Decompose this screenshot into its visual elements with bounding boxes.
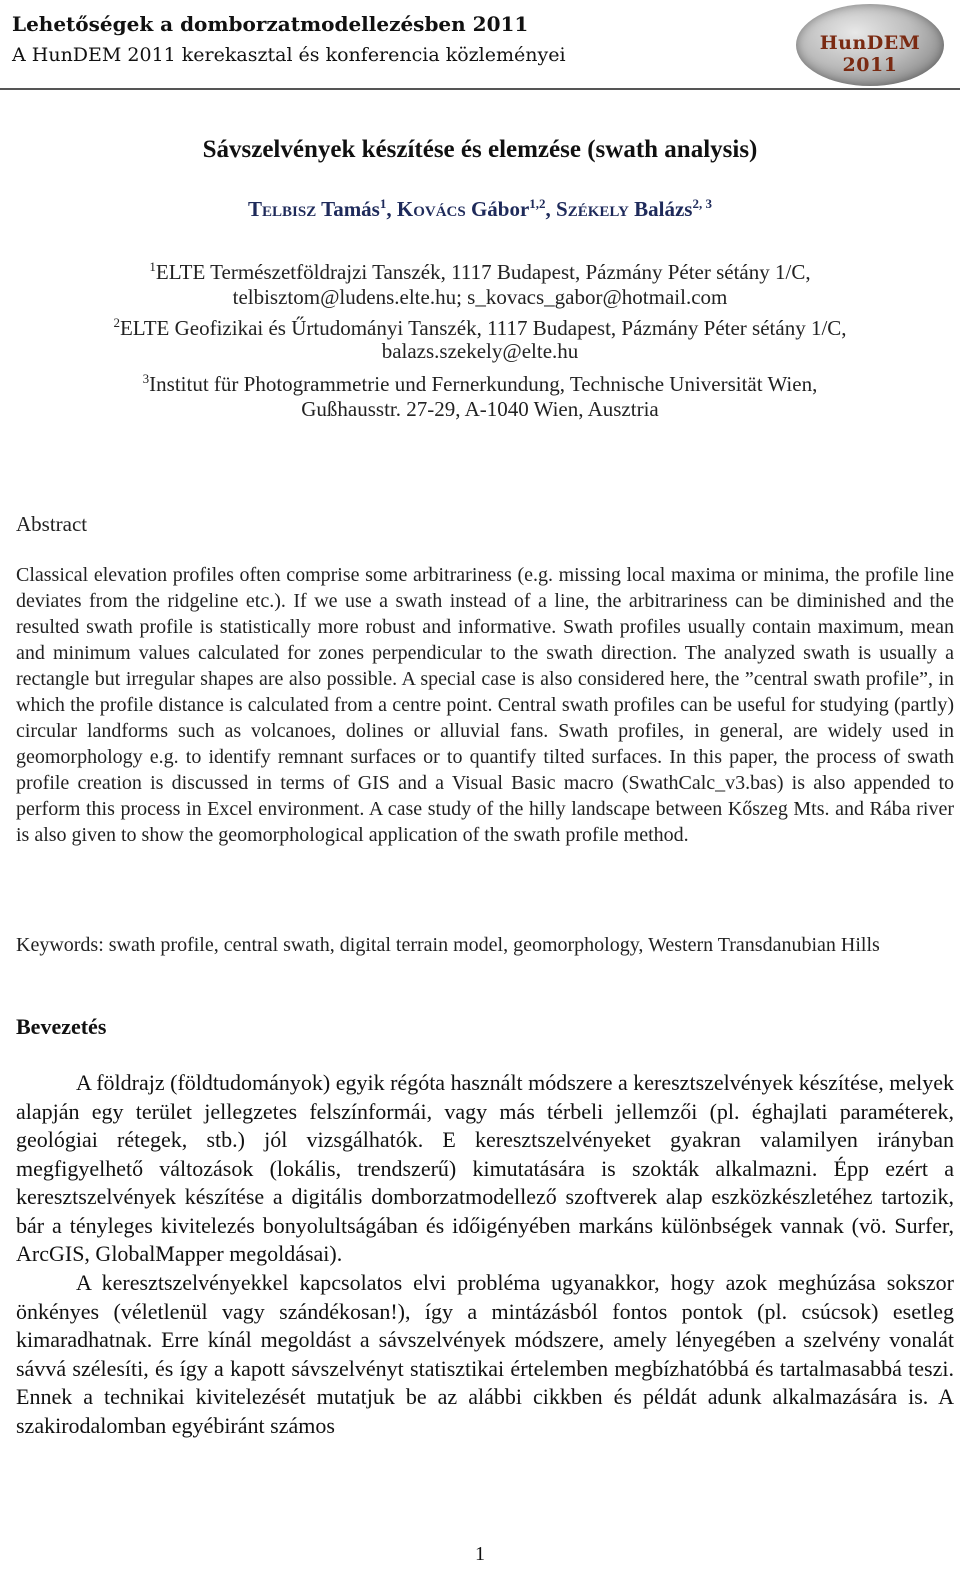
header-subtitle: A HunDEM 2011 kerekasztal és konferencia közleményei xyxy=(12,44,566,66)
affiliation-1-line2: telbisztom@ludens.elte.hu; s_kovacs_gabor@hotmail.com xyxy=(232,285,728,309)
page-number: 1 xyxy=(475,1543,485,1565)
author-list: Telbisz Tamás$^1$, Kovács Gábor$^{1,2}$, Székely Balázs$^{2, 3}$ xyxy=(248,196,712,221)
author-family-name: Székely xyxy=(556,197,629,221)
author-given-name: Gábor xyxy=(470,197,530,221)
abstract-heading: Abstract xyxy=(16,512,88,536)
affiliation-3-line1 xyxy=(0,366,960,397)
affiliation-text: ELTE Természetföldrajzi Tanszék, 1117 Budapest, Pázmány Péter sétány 1/C, xyxy=(155,260,811,284)
affiliation-1-line1 xyxy=(0,254,960,285)
author-affiliation-sup: 1,2 xyxy=(529,196,546,211)
author-given-name: Tamás xyxy=(321,197,380,221)
logo-text: HunDEM 2011 xyxy=(819,32,921,76)
affiliation-text: ELTE Geofizikai és Űrtudományi Tanszék, 1117 Budapest, Pázmány Péter sétány 1/C, xyxy=(119,316,847,340)
author-family-name: Kovács xyxy=(396,197,466,221)
section-heading: Bevezetés xyxy=(16,1014,107,1039)
affiliation-sup: 2 xyxy=(113,315,120,330)
author-given-name: Balázs xyxy=(634,197,693,221)
affiliation-text: Institut für Photogrammetrie und Fernerkundung, Technische Universität Wien, xyxy=(149,372,818,396)
header-title: Lehetőségek a domborzatmodellezésben 2011 xyxy=(12,12,529,36)
abstract-text: Classical elevation profiles often comprise some arbitrariness (e.g. missing local maxima or minima, the profile line deviates from the ridgeline etc.). If we use a swath instead of a line, the arbitrariness can be diminished and the resulted swath profile is statistically more robust and informative. Swath profiles usually contain maximum, mean and minimum values calculated for zones perpendicular to the swath direction. The analyzed swath is usually a rectangle but irregular shapes are also possible. A special case is also considered here, the ”central swath profile”, in which the profile distance is calculated from a centre point. Central swath profiles can be useful for studying (partly) circular landforms such as volcanoes, dolines or alluvial fans. Swath profiles, in general, are widely used in geomorphology e.g. to identify remnant surfaces or to quantify tilted surfaces. In this paper, the process of swath profile creation is discussed in terms of GIS and a Visual Basic macro (SwathCalc_v3.bas) is also appended to perform this process in Excel environment. A case study of the hilly landscape between Kőszeg Mts. and Rába river is also given to show the geomorphological application of the swath profile method. xyxy=(16,564,954,846)
affiliation-sup: 3 xyxy=(142,371,150,386)
author-affiliation-sup: 2, 3 xyxy=(692,196,712,211)
paper-title: Sávszelvények készítése és elemzése (swath analysis) xyxy=(202,136,758,163)
keywords: Keywords: swath profile, central swath, digital terrain model, geomorphology, Western Transdanubian Hills xyxy=(16,934,880,956)
affiliation-2-line2: balazs.szekely@elte.hu xyxy=(381,339,579,363)
author-affiliation-sup: 1 xyxy=(379,196,387,211)
intro-paragraph-2: A keresztszelvényekkel kapcsolatos elvi probléma ugyanakkor, hogy azok meghúzása sokszor önkényes (véletlenül vagy szándékosan!), így a mintázásból fontos pontok (pl. csúcsok) esetleg kimaradhatnak. Erre kínál megoldást a sávszelvények módszere, amely lényegében a szelvény vonalát sávvá szélesíti, és így a kapott sávszelvényt statisztikai értelemben megbízhatóbbá és tartalmasabbá teszi. Ennek a technikai kivitelezését mutatjuk be az alábbi cikkben és példát adunk alkalmazására is. A szakirodalomban egyébiránt számos xyxy=(16,1270,954,1438)
header-divider xyxy=(0,88,960,90)
affiliation-2-line1 xyxy=(0,310,960,341)
intro-paragraph-1: A földrajz (földtudományok) egyik régóta használt módszere a keresztszelvények készítése, melyek alapján egy terület jellegzetes felszínformái, vagy más térbeli jellemzői (pl. éghajlati paraméterek, geológiai rétegek, stb.) jól vizsgálhatók. E keresztszelvényeket gyakran valamilyen irányban megfigyelhető változások (lokális, trendszerű) kimutatására is szokták alkalmazni. Épp ezért a keresztszelvények készítése a digitális domborzatmodellező szoftverek alap eszközkészletéhez tartozik, bár a tényleges kivitelezés bonyolultságában és időigényében markáns különbségek vannak (vö. Surfer, ArcGIS, GlobalMapper megoldásai). xyxy=(16,1070,954,1266)
running-header xyxy=(0,0,960,92)
author-family-name: Telbisz xyxy=(248,197,317,221)
affiliation-sup: 1 xyxy=(149,259,156,274)
affiliation-3-line2: Gußhausstr. 27-29, A-1040 Wien, Ausztria xyxy=(301,397,659,421)
hundem-logo xyxy=(796,4,944,86)
